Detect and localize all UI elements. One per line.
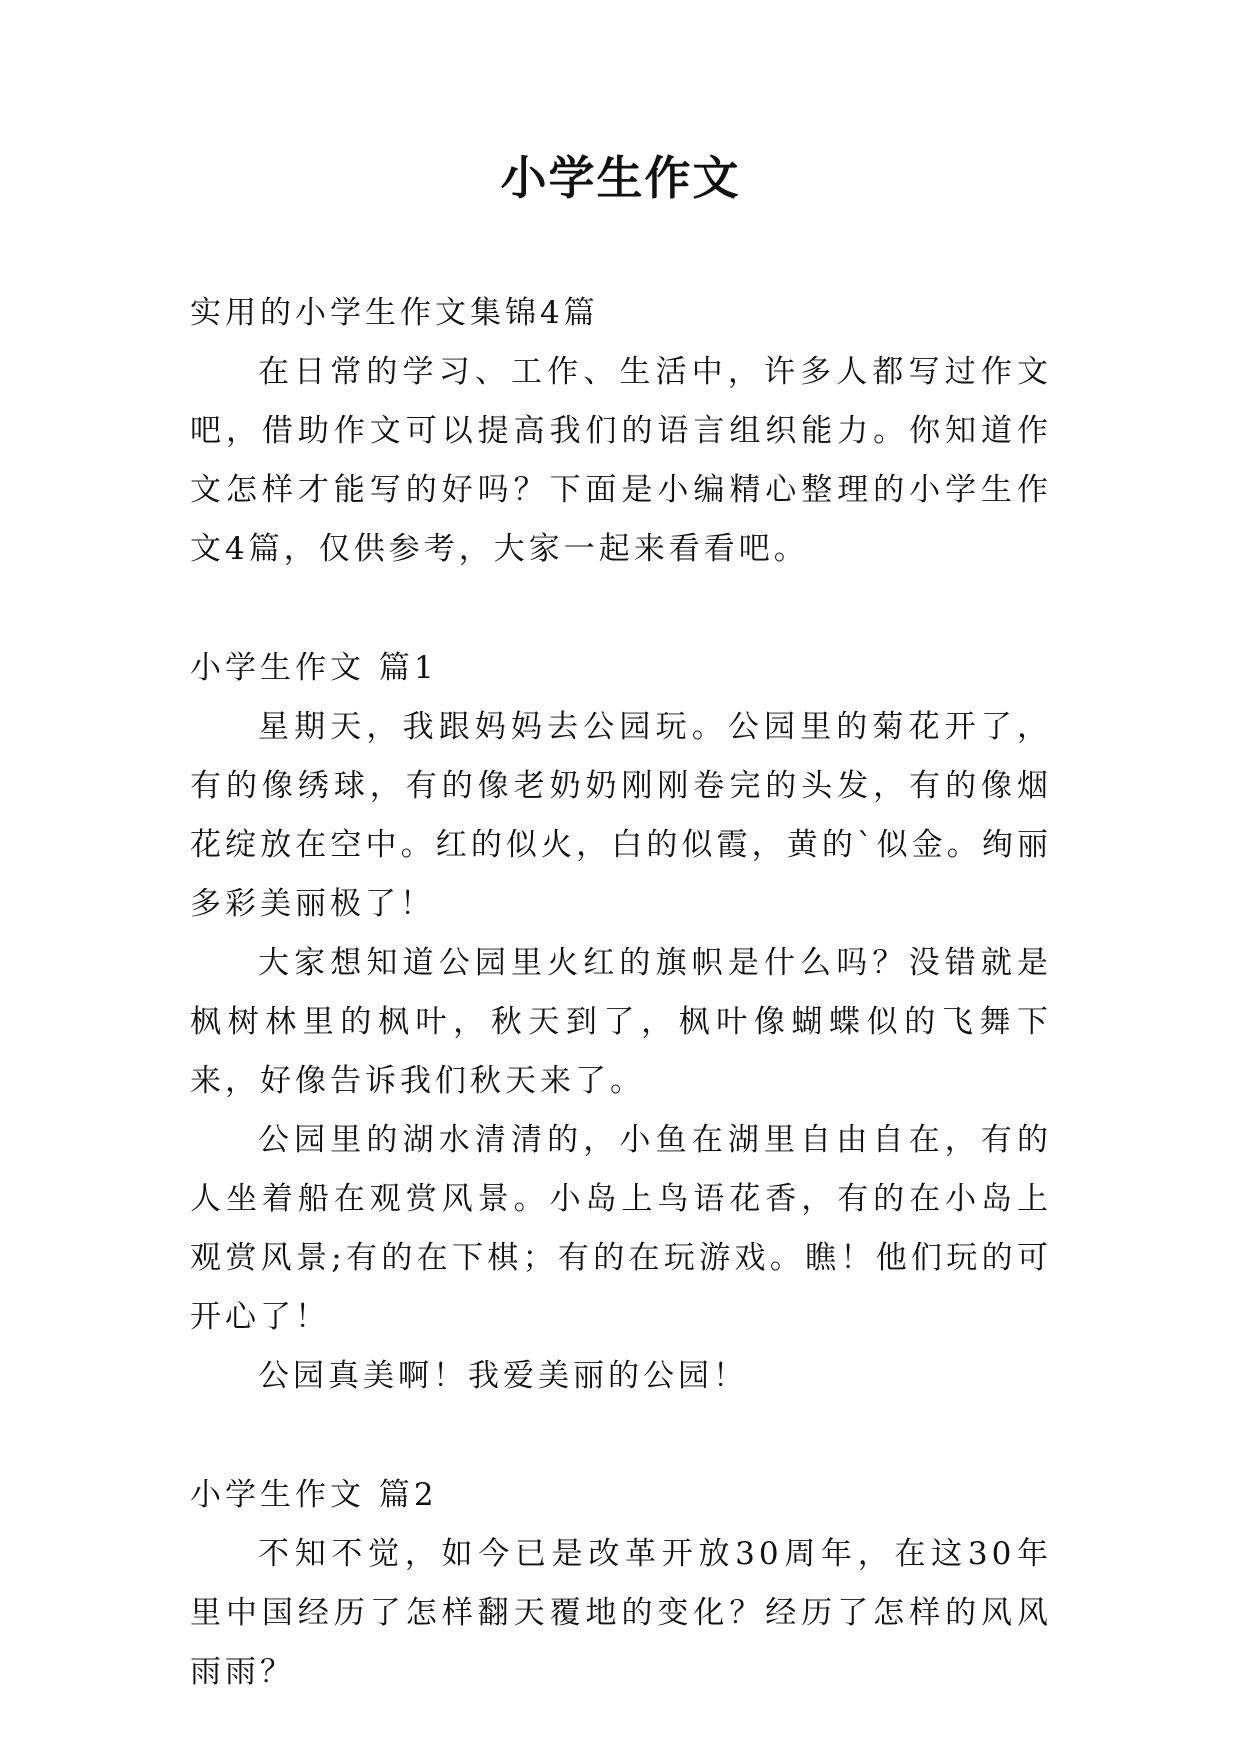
intro-paragraph: 在日常的学习、工作、生活中，许多人都写过作文吧，借助作文可以提高我们的语言组织能力。你知道作文怎样才能写的好吗？下面是小编精心整理的小学生作文4篇，仅供参考，大家一起来看看吧。 <box>190 354 1052 567</box>
section-1-paragraph-1: 星期天，我跟妈妈去公园玩。公园里的菊花开了，有的像绣球，有的像老奶奶刚刚卷完的头发，有的像烟花绽放在空中。红的似火，白的似霞，黄的`似金。绚丽多彩美丽极了！ <box>190 709 1052 922</box>
section-1-paragraph-4: 公园真美啊！我爱美丽的公园！ <box>258 1358 748 1394</box>
document-body <box>190 284 1052 1702</box>
section-heading-2: 小学生作文 篇2 <box>190 1477 438 1513</box>
section-heading-1: 小学生作文 篇1 <box>190 650 438 686</box>
section-1-paragraph-3: 公园里的湖水清清的，小鱼在湖里自由自在，有的人坐着船在观赏风景。小岛上鸟语花香，有的在小岛上观赏风景;有的在下棋；有的在玩游戏。瞧！他们玩的可开心了！ <box>190 1122 1052 1335</box>
document-subtitle: 实用的小学生作文集锦4篇 <box>190 295 599 331</box>
section-1-paragraph-2: 大家想知道公园里火红的旗帜是什么吗？没错就是枫树林里的枫叶，秋天到了，枫叶像蝴蝶似的飞舞下来，好像告诉我们秋天来了。 <box>190 945 1052 1099</box>
document-title: 小学生作文 <box>500 151 741 205</box>
section-2-paragraph-1: 不知不觉，如今已是改革开放30周年，在这30年里中国经历了怎样翻天覆地的变化？经历了怎样的风风雨雨？ <box>190 1536 1052 1690</box>
